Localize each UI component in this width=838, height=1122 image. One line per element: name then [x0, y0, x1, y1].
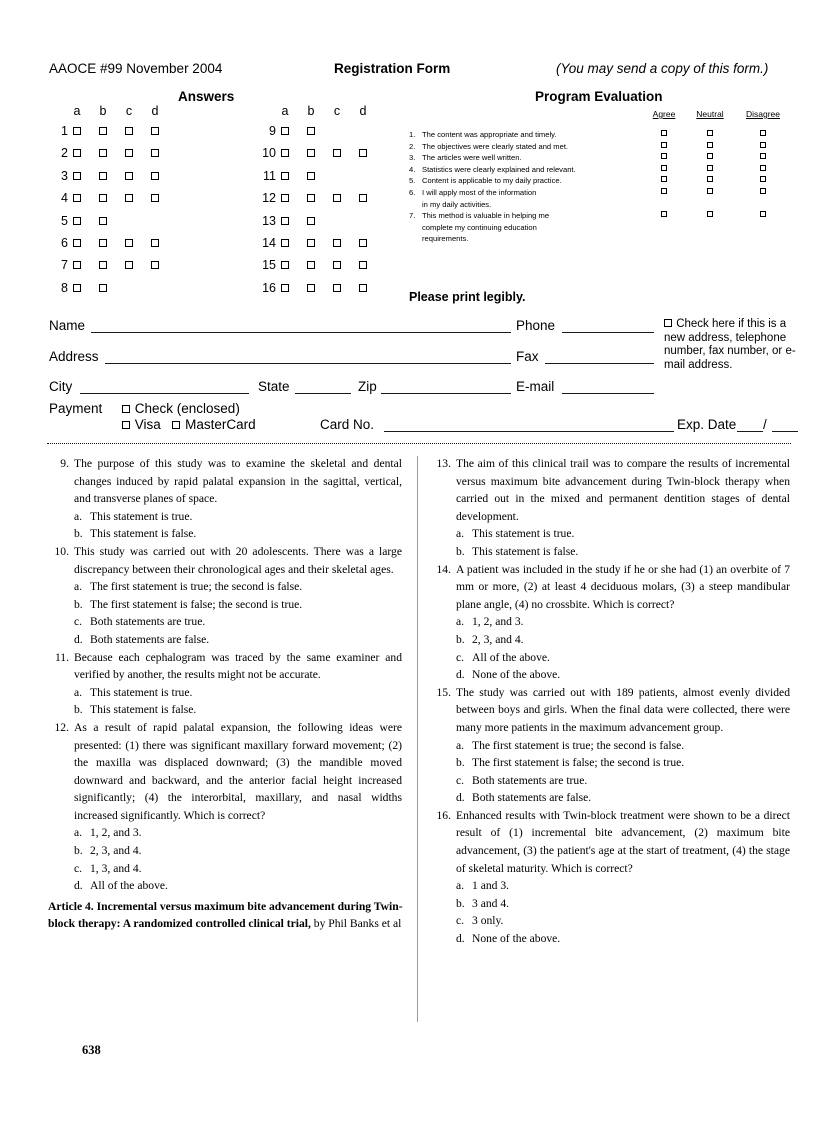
question-option[interactable]: [456, 789, 790, 807]
evaluation-item-text: in my daily activities.: [422, 199, 492, 209]
option-text: 2, 3, and 4.: [472, 632, 524, 646]
option-text: 1 and 3.: [472, 879, 510, 893]
answer-row-number: 2: [61, 146, 68, 161]
answer-row-number: 5: [61, 213, 68, 228]
article-reference-byline: by Phil Banks et al: [313, 917, 402, 931]
question-option[interactable]: [74, 842, 402, 860]
answer-column-letter-a: a: [73, 104, 81, 118]
question-text: The aim of this clinical trail was to compare the results of incremental versus maximum bite advancement during Twin-block therapy when carried out in the mixed and permanent dentition stages of dental development.: [456, 457, 790, 523]
evaluation-item-text: The articles were well written.: [422, 153, 522, 163]
column-divider: [417, 456, 418, 1022]
option-letter: c.: [74, 615, 83, 629]
answer-row-number: 14: [262, 235, 276, 250]
question-14: [430, 561, 790, 614]
question-option[interactable]: [74, 684, 402, 702]
checkbox-icon[interactable]: [122, 405, 131, 414]
option-letter: a.: [74, 685, 83, 699]
checkbox-icon[interactable]: [664, 319, 673, 328]
print-legibly-note: Please print legibly.: [409, 290, 526, 304]
question-12: [48, 719, 402, 825]
mastercard-option-label: MasterCard: [185, 417, 256, 432]
answer-row-number: 13: [262, 213, 276, 228]
answer-row-number: 8: [61, 280, 68, 295]
program-evaluation-heading: Program Evaluation: [535, 89, 663, 104]
evaluation-item-text: complete my continuing education: [422, 222, 537, 232]
email-label: E-mail: [516, 379, 555, 394]
question-11: [48, 649, 402, 684]
option-letter: c.: [456, 914, 465, 928]
option-letter: b.: [74, 703, 83, 717]
question-option[interactable]: [74, 613, 402, 631]
option-text: This statement is false.: [90, 703, 197, 717]
evaluation-item-text: requirements.: [422, 234, 469, 244]
question-option[interactable]: [456, 754, 790, 772]
question-option[interactable]: [456, 631, 790, 649]
card-no-label: Card No.: [320, 417, 375, 432]
question-option[interactable]: [456, 737, 790, 755]
zip-label: Zip: [358, 379, 377, 394]
phone-label: Phone: [516, 318, 556, 333]
evaluation-item-number: 5.: [409, 176, 416, 186]
option-text: 2, 3, and 4.: [90, 844, 142, 858]
question-option[interactable]: [74, 877, 402, 895]
option-text: The first statement is true; the second is false.: [472, 738, 685, 752]
question-options: [48, 508, 402, 543]
exp-year-input-line[interactable]: [772, 431, 798, 432]
visa-mastercard-options[interactable]: [122, 417, 256, 432]
question-options: [48, 684, 402, 719]
option-letter: b.: [456, 896, 465, 910]
option-text: Both statements are true.: [90, 615, 206, 629]
city-label: City: [49, 379, 73, 394]
question-option[interactable]: [456, 772, 790, 790]
option-letter: c.: [74, 861, 83, 875]
question-number: 10.: [54, 544, 69, 558]
option-letter: d.: [456, 668, 465, 682]
checkbox-icon[interactable]: [172, 421, 181, 430]
question-option[interactable]: [74, 525, 402, 543]
question-number: 13.: [436, 457, 451, 470]
question-text: Enhanced results with Twin-block treatment were shown to be a direct result of (1) incremental bite advancement, (2) maximum bite advancement, (3) the patient's age at the start of treatment, (4) the stage of skeletal maturity. Which is correct?: [456, 808, 790, 875]
answers-heading: Answers: [178, 89, 235, 104]
evaluation-item-number: 6.: [409, 187, 416, 197]
question-column-right: [430, 455, 790, 948]
check-option[interactable]: [122, 401, 240, 416]
option-text: 1, 3, and 4.: [90, 861, 142, 875]
question-option[interactable]: [456, 649, 790, 667]
option-letter: a.: [456, 615, 465, 629]
question-text: As a result of rapid palatal expansion, the following ideas were presented: (1) there was significant maxillary forward movement; (2) the maxilla was displaced downward; (3) the mandible moved downward and backward, and the anterior facial height increased significantly; (4) the interorbital, maxillary, and nasal widths increased significantly. Which is correct?: [74, 720, 402, 822]
option-text: None of the above.: [472, 932, 561, 946]
option-letter: b.: [456, 544, 465, 558]
answer-row-number: 3: [61, 168, 68, 183]
exp-month-input-line[interactable]: [737, 431, 763, 432]
option-text: All of the above.: [472, 650, 550, 664]
question-text: The study was carried out with 189 patients, almost evenly divided between boys and girls. When the final data were collected, there were many more patients in the maximum advancement group.: [456, 685, 790, 734]
question-option[interactable]: [74, 508, 402, 526]
state-label: State: [258, 379, 290, 394]
question-number: 16.: [436, 808, 451, 822]
option-letter: a.: [74, 826, 83, 840]
card-no-input-line[interactable]: [384, 431, 674, 432]
question-13: [430, 455, 790, 525]
answer-row-number: 4: [61, 191, 68, 206]
state-input-line[interactable]: [295, 393, 351, 394]
city-input-line[interactable]: [80, 393, 249, 394]
option-letter: a.: [74, 580, 83, 594]
option-text: 3 only.: [472, 914, 504, 928]
option-letter: d.: [74, 879, 83, 893]
question-option[interactable]: [456, 613, 790, 631]
answer-row-number: 6: [61, 235, 68, 250]
question-options: [430, 613, 790, 683]
option-letter: a.: [74, 509, 83, 523]
fax-input-line[interactable]: [545, 363, 654, 364]
evaluation-item-text: Content is applicable to my daily practice.: [422, 176, 562, 186]
option-text: Both statements are false.: [90, 632, 210, 646]
article-reference-title: Article 4. Incremental versus maximum bite advancement during Twin-block therapy: A randomized controlled clinical trial,: [48, 900, 403, 931]
question-number: 14.: [436, 562, 451, 576]
question-options: [430, 525, 790, 560]
question-option[interactable]: [74, 824, 402, 842]
evaluation-header-agree: Agree: [652, 109, 676, 119]
option-text: This statement is true.: [472, 527, 575, 541]
question-16: [430, 807, 790, 877]
address-input-line[interactable]: [105, 363, 511, 364]
option-text: 1, 2, and 3.: [90, 826, 142, 840]
checkbox-icon[interactable]: [122, 421, 131, 430]
option-letter: c.: [456, 773, 465, 787]
option-letter: c.: [456, 650, 465, 664]
evaluation-item-number: 3.: [409, 153, 416, 163]
answer-column-letter-c: c: [333, 104, 341, 118]
question-option[interactable]: [456, 525, 790, 543]
question-option[interactable]: [456, 930, 790, 948]
page-title: Registration Form: [334, 61, 451, 76]
question-option[interactable]: [74, 578, 402, 596]
evaluation-header-neutral: Neutral: [696, 109, 724, 119]
visa-option-label: Visa: [134, 417, 161, 432]
payment-label: Payment: [49, 401, 103, 416]
question-text: A patient was included in the study if he or she had (1) an overbite of 7 mm or more, (2) at least 4 deciduous molars, (3) a steep mandibular plane angle, (4) no crossbite. Which is correct?: [456, 562, 790, 611]
option-text: This statement is false.: [90, 527, 197, 541]
option-text: Both statements are true.: [472, 773, 588, 787]
option-letter: b.: [74, 527, 83, 541]
question-column-left: [48, 455, 402, 895]
option-text: This statement is true.: [90, 509, 193, 523]
exp-date-label: Exp. Date: [677, 417, 737, 432]
fax-label: Fax: [516, 349, 539, 364]
answer-row-number: 7: [61, 258, 68, 273]
option-letter: a.: [456, 879, 465, 893]
question-option[interactable]: [456, 543, 790, 561]
question-text: This study was carried out with 20 adolescents. There was a large discrepancy between their chronological ages and their skeletal ages.: [74, 544, 402, 576]
option-text: 1, 2, and 3.: [472, 615, 524, 629]
question-number: 11.: [54, 650, 69, 664]
evaluation-item-text: The content was appropriate and timely.: [422, 130, 557, 139]
answer-row-number: 1: [61, 124, 68, 138]
tear-off-divider: [47, 443, 791, 444]
evaluation-item-text: Statistics were clearly explained and relevant.: [422, 164, 576, 174]
issue-label: AAOCE #99 November 2004: [49, 61, 223, 76]
option-letter: b.: [74, 844, 83, 858]
name-input-line[interactable]: [91, 332, 511, 333]
question-options: [48, 824, 402, 894]
question-9: [48, 455, 402, 508]
question-option[interactable]: [74, 631, 402, 649]
answer-column-letter-d: d: [359, 104, 367, 118]
address-label: Address: [49, 349, 99, 364]
question-option[interactable]: [74, 596, 402, 614]
question-15: [430, 684, 790, 737]
question-number: 12.: [54, 720, 69, 734]
answer-row-number: 9: [269, 124, 276, 138]
evaluation-item-number: 7.: [409, 211, 416, 221]
question-option[interactable]: [456, 895, 790, 913]
email-input-line[interactable]: [562, 393, 654, 394]
answer-row-number: 16: [262, 280, 276, 295]
option-letter: b.: [456, 632, 465, 646]
option-text: All of the above.: [90, 879, 168, 893]
question-option[interactable]: [74, 701, 402, 719]
question-text: The purpose of this study was to examine the skeletal and dental changes induced by rapid palatal expansion in the sagittal, vertical, and transverse planes of space.: [74, 457, 402, 506]
option-text: This statement is false.: [472, 544, 579, 558]
answer-column-letter-c: c: [125, 104, 133, 118]
answer-column-letter-b: b: [307, 104, 315, 118]
question-options: [430, 877, 790, 947]
question-options: [48, 578, 402, 648]
phone-input-line[interactable]: [562, 332, 654, 333]
name-label: Name: [49, 318, 86, 333]
evaluation-item-number: 4.: [409, 164, 416, 174]
answer-column-letter-a: a: [281, 104, 289, 118]
question-text: Because each cephalogram was traced by the same examiner and verified by another, the results might not be accurate.: [74, 650, 402, 682]
evaluation-item-text: This method is valuable in helping me: [422, 211, 550, 221]
option-text: The first statement is false; the second is true.: [472, 756, 685, 770]
zip-input-line[interactable]: [381, 393, 511, 394]
evaluation-item-number: 2.: [409, 141, 416, 151]
option-text: Both statements are false.: [472, 791, 592, 805]
evaluation-item-text: The objectives were clearly stated and met.: [422, 141, 569, 151]
answer-row-number: 12: [262, 191, 276, 206]
option-text: None of the above.: [472, 668, 561, 682]
option-text: 3 and 4.: [472, 896, 510, 910]
option-letter: d.: [456, 932, 465, 946]
evaluation-item-number: 1.: [409, 130, 416, 139]
question-option[interactable]: [456, 912, 790, 930]
option-letter: b.: [74, 597, 83, 611]
option-letter: a.: [456, 527, 465, 541]
option-letter: b.: [456, 756, 465, 770]
option-text: The first statement is true; the second is false.: [90, 580, 303, 594]
option-letter: d.: [74, 632, 83, 646]
page-number: 638: [82, 1043, 101, 1057]
option-text: The first statement is false; the second is true.: [90, 597, 303, 611]
answer-column-letter-d: d: [151, 104, 159, 118]
question-option[interactable]: [74, 860, 402, 878]
new-address-note-text: Check here if this is a new address, telephone number, fax number, or e-mail address.: [664, 318, 796, 371]
copy-notice: (You may send a copy of this form.): [556, 61, 769, 76]
question-option[interactable]: [456, 877, 790, 895]
question-option[interactable]: [456, 666, 790, 684]
question-options: [430, 737, 790, 807]
option-letter: a.: [456, 738, 465, 752]
article-reference: [48, 898, 404, 932]
question-number: 9.: [60, 457, 69, 470]
answer-row-number: 11: [263, 168, 276, 183]
option-text: This statement is true.: [90, 685, 193, 699]
question-10: [48, 543, 402, 578]
new-address-note[interactable]: [664, 318, 804, 372]
check-option-label: Check (enclosed): [134, 401, 240, 416]
answer-column-letter-b: b: [99, 104, 107, 118]
answer-row-number: 15: [262, 258, 276, 273]
answer-row-number: 10: [262, 146, 276, 161]
evaluation-header-disagree: Disagree: [745, 109, 781, 119]
option-letter: d.: [456, 791, 465, 805]
exp-date-separator: /: [763, 417, 767, 432]
evaluation-item-text: I will apply most of the information: [422, 187, 537, 197]
question-number: 15.: [436, 685, 451, 699]
